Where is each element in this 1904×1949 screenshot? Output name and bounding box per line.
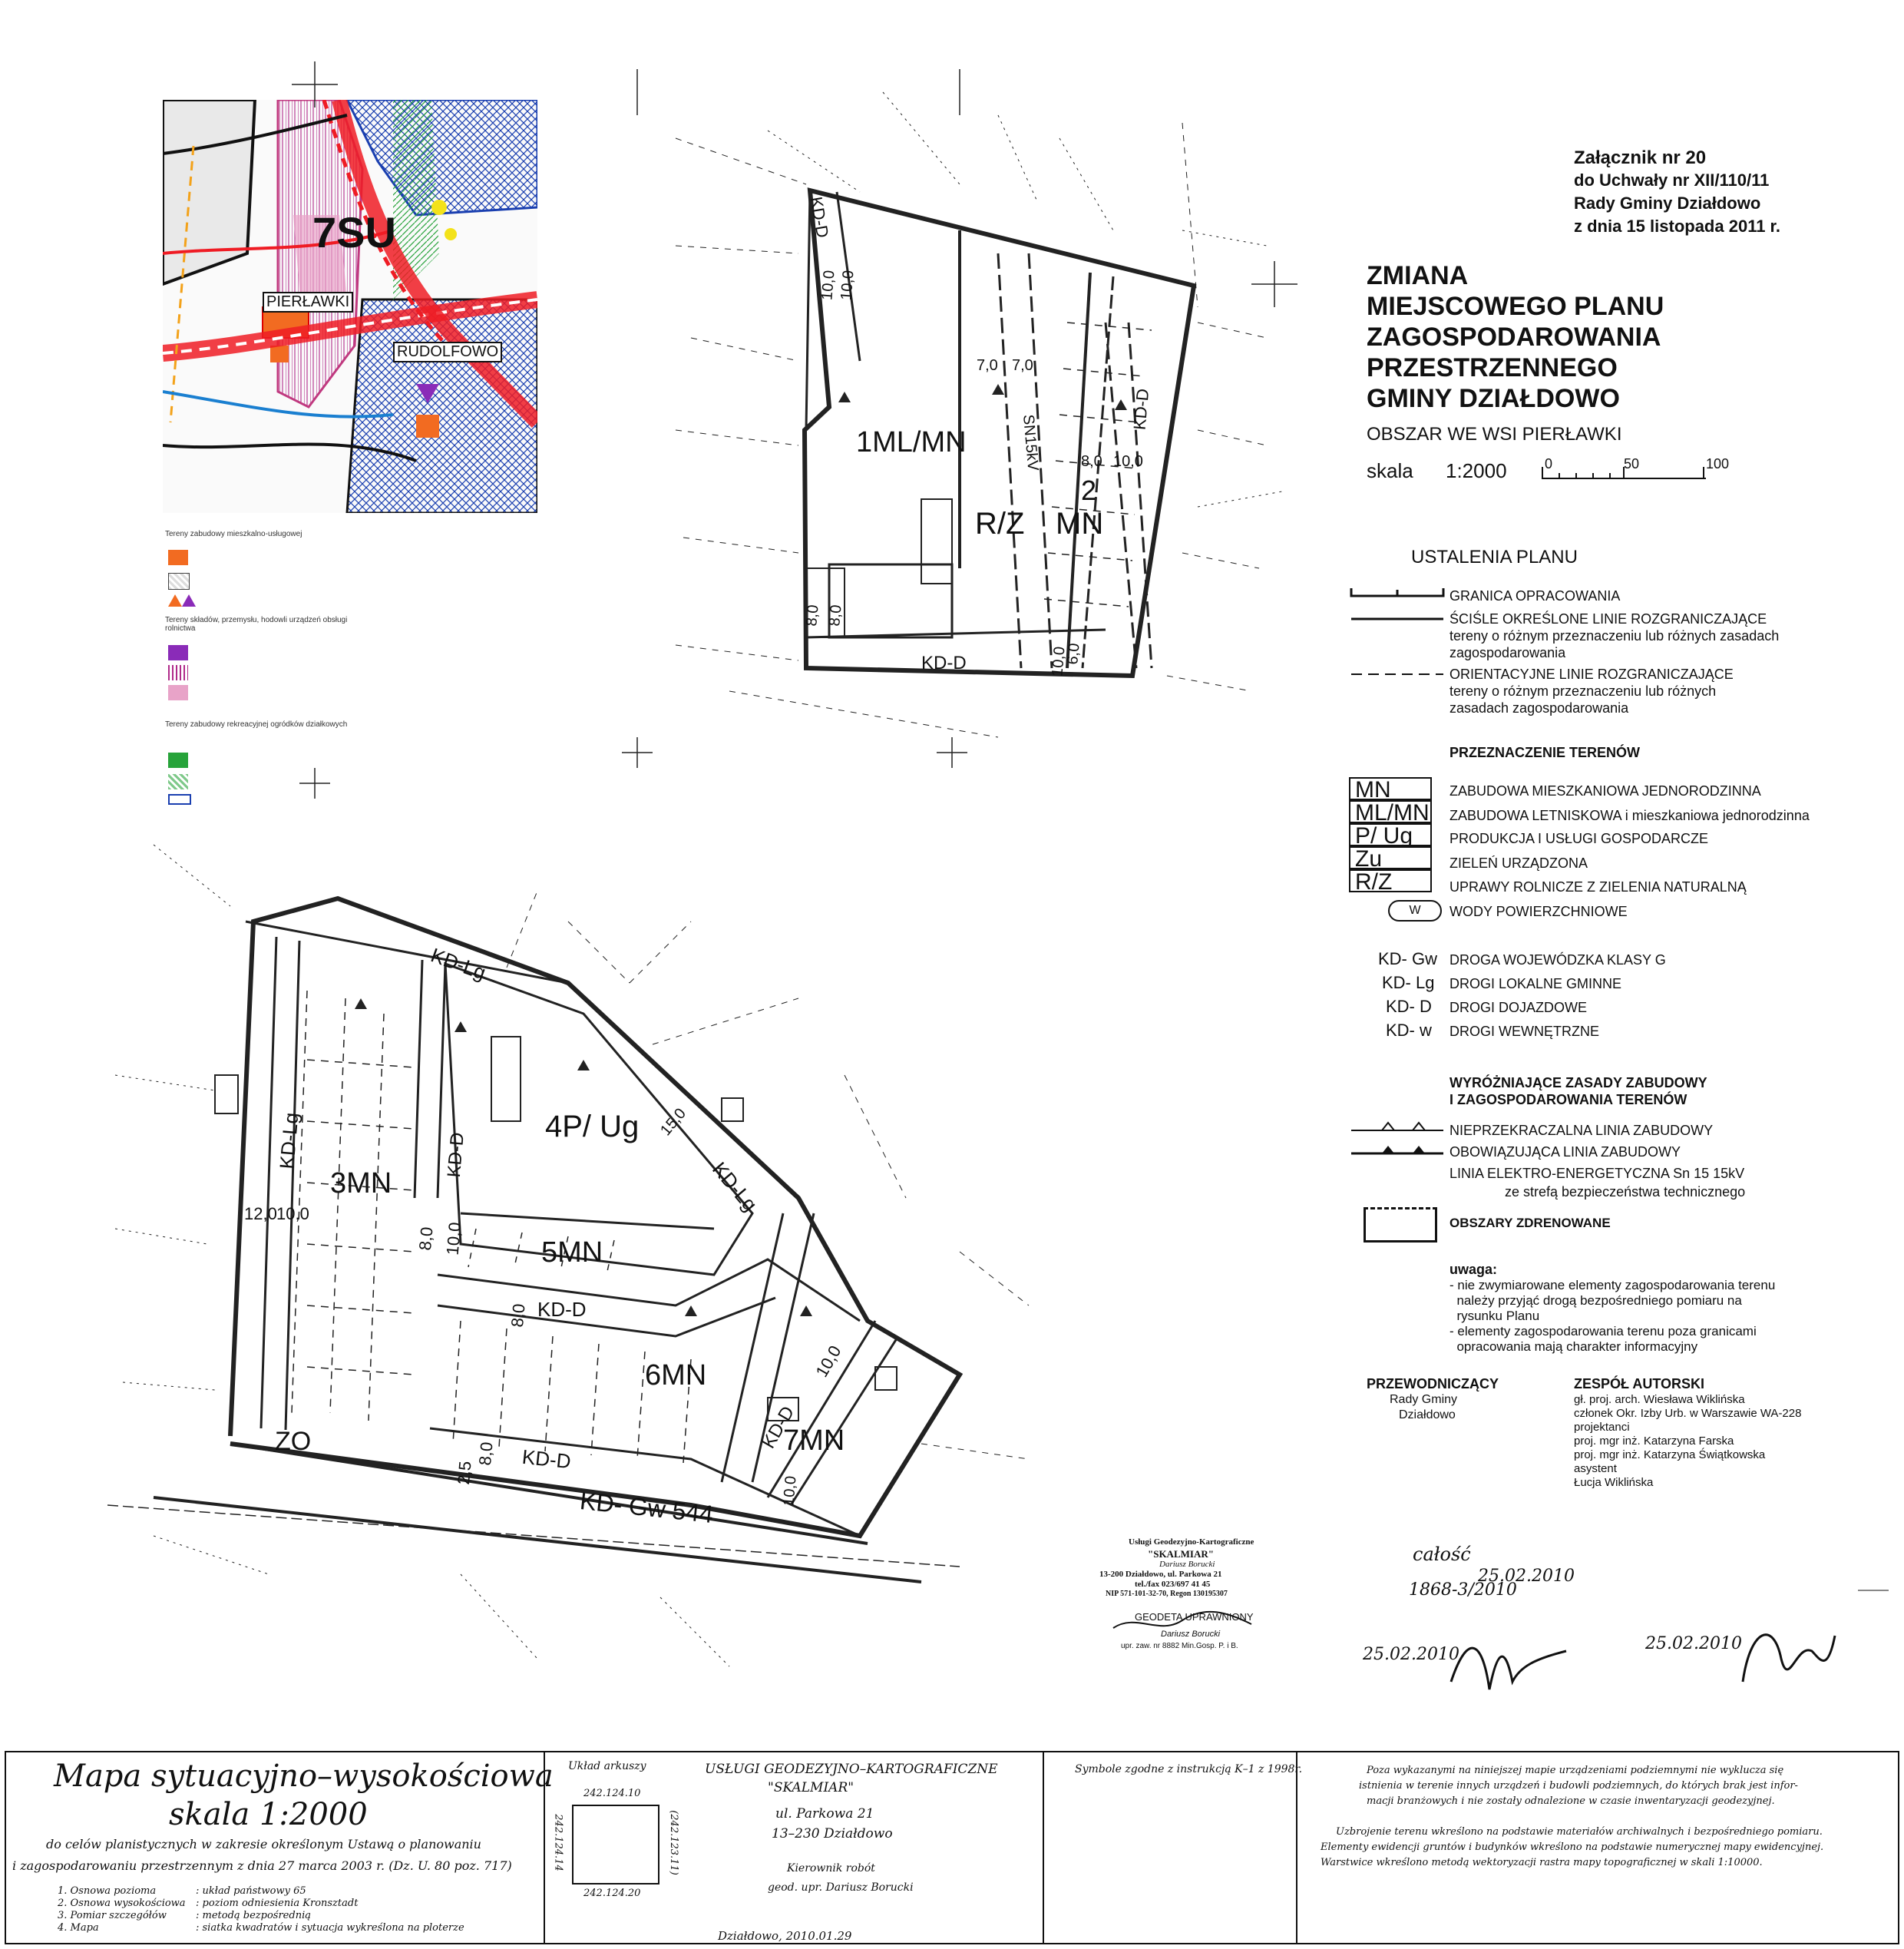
plan-title-line-1: ZMIANA	[1367, 261, 1469, 290]
handwritten-ref: 1868-3/2010	[1409, 1580, 1517, 1600]
road-label: KD-Lg	[275, 1111, 303, 1170]
legend-road-code-d: KD- D	[1386, 997, 1432, 1016]
tb-disclaimer: Elementy ewidencji gruntów i budynków wkreślono na podstawie numerycznej mapy ewidencyjnej.	[1321, 1841, 1824, 1853]
legend-code-rz: R/Z	[1349, 869, 1432, 892]
road-label: KD-D	[521, 1444, 573, 1474]
team-member: członek Okr. Izby Urb. w Warszawie WA-228	[1574, 1407, 1802, 1420]
scale-tick-label: 50	[1624, 456, 1640, 472]
legend-road-gw: DROGA WOJEWÓDZKA KLASY G	[1449, 952, 1666, 968]
legend-purpose-mn: ZABUDOWA MIESZKANIOWA JEDNORODZINNA	[1449, 783, 1761, 799]
tb-disclaimer: macji branżowych i nie zostały odnalezione w czasie inwentaryzacji geodezyjnej.	[1367, 1795, 1775, 1807]
chair-title: PRZEWODNICZĄCY	[1367, 1376, 1499, 1391]
tb-sheet-right: (242.123.11)	[667, 1810, 679, 1875]
inset-village-pierlawki: PIERŁAWKI	[263, 292, 353, 313]
legend-purpose-pug: PRODUKCJA I USŁUGI GOSPODARCZE	[1449, 831, 1709, 846]
legend-code-mlmn: ML/MN	[1349, 800, 1432, 823]
tb-disclaimer: Uzbrojenie terenu wkreślono na podstawie materiałów archiwalnych i bezpośredniego pomiaru.	[1336, 1826, 1823, 1838]
handwritten-date-right: 25.02.2010	[1645, 1634, 1742, 1653]
notes-heading: uwaga:	[1449, 1262, 1498, 1277]
road-label: KD-D	[1129, 388, 1153, 431]
legend-line-boundary: GRANICA OPRACOWANIA	[1449, 588, 1621, 604]
scale-bar-tick	[1703, 467, 1704, 478]
team-member: projektanci	[1574, 1421, 1630, 1434]
team-member: proj. mgr inż. Katarzyna Świątkowska	[1574, 1448, 1766, 1461]
tb-purpose-1: do celów planistycznych w zakresie określonym Ustawą o planowaniu	[46, 1837, 481, 1851]
dimension-label: 6,0	[1064, 642, 1083, 666]
team-member: proj. mgr inż. Katarzyna Farska	[1574, 1434, 1734, 1448]
team-title: ZESPÓŁ AUTORSKI	[1574, 1376, 1705, 1391]
tb-spec-val: : poziom odniesienia Kronsztadt	[196, 1898, 359, 1909]
zone-label-1mlmn: 1ML/MN	[856, 426, 967, 458]
tb-sheet-bottom: 242.124.20	[583, 1888, 641, 1899]
zone-label-5mn: 5MN	[541, 1236, 603, 1269]
stamp-name: "SKALMIAR"	[1148, 1548, 1214, 1560]
zone-label-zo: ZO	[275, 1427, 312, 1456]
legend-code-pug: P/ Ug	[1349, 823, 1432, 846]
tb-sheet-top: 242.124.10	[583, 1788, 641, 1799]
plan-title-line-4: PRZESTRZENNEGO	[1367, 353, 1618, 382]
tb-symbols: Symbole zgodne z instrukcją K–1 z 1998r.	[1075, 1763, 1303, 1775]
zone-label-6mn: 6MN	[645, 1359, 707, 1391]
title-block-divider	[1296, 1752, 1297, 1943]
legend-road-code-gw: KD- Gw	[1378, 949, 1437, 968]
tb-spec-key: 1. Osnowa pozioma	[58, 1885, 157, 1897]
tb-sheet-box	[572, 1805, 659, 1884]
tb-sheet-layout: Układ arkuszy	[568, 1760, 646, 1772]
chair-sub-1: Rady Gminy	[1390, 1393, 1458, 1406]
legend-line-orient-sub2: zasadach zagospodarowania	[1449, 700, 1629, 716]
legend-road-code-lg: KD- Lg	[1382, 973, 1435, 992]
tb-spec-key: 2. Osnowa wysokościowa	[58, 1898, 186, 1909]
legend-line-symbols	[1344, 584, 1451, 691]
scale-bar-tick	[1592, 473, 1594, 478]
road-label: KD-D	[806, 195, 833, 240]
tb-place-date: Działdowo, 2010.01.29	[718, 1929, 852, 1943]
resolution-number: do Uchwały nr XII/110/11	[1574, 170, 1770, 190]
road-label: KD-D	[921, 653, 967, 673]
legend-building-line-symbols	[1344, 1113, 1451, 1213]
dimension-label: 8,0	[475, 1441, 497, 1467]
resolution-date: z dnia 15 listopada 2011 r.	[1574, 217, 1781, 236]
team-member: gł. proj. arch. Wiesława Wiklińska	[1574, 1393, 1745, 1406]
legend-water-symbol: W	[1388, 900, 1442, 922]
road-label-kd-gw-544: KD- Gw 544	[578, 1486, 715, 1529]
signature-chair	[1436, 1620, 1574, 1705]
zone-label-4pug: 4P/ Ug	[545, 1110, 640, 1143]
tb-disclaimer: Warstwice wkreślono metodą wektoryzacji rastra mapy topograficznej w skali 1:10000.	[1321, 1857, 1763, 1868]
tb-scale: skala 1:2000	[169, 1797, 368, 1832]
stamp-geodeta: GEODETA UPRAWNIONY	[1135, 1611, 1254, 1623]
dimension-label: 15,0	[657, 1105, 690, 1140]
dimension-label: 8,0	[1081, 453, 1102, 470]
plan-title-line-2: MIEJSCOWEGO PLANU	[1367, 292, 1664, 321]
tb-company-3: ul. Parkowa 21	[775, 1806, 874, 1822]
note-line: należy przyjąć drogą bezpośredniego pomiaru na	[1449, 1293, 1742, 1308]
scale-bar-tick	[1559, 473, 1560, 478]
stamp-address: 13-200 Działdowo, ul. Parkowa 21	[1099, 1570, 1222, 1579]
tb-spec-val: : siatka kwadratów i sytuacja wykreślona na ploterze	[196, 1922, 464, 1934]
dimension-label: 10,0	[812, 1342, 845, 1381]
inset-legend-heading-3: Tereny zabudowy rekreacyjnej ogródków działkowych	[165, 720, 348, 729]
dimension-label: 2,5	[454, 1460, 475, 1486]
road-label: KD-D	[758, 1402, 799, 1452]
tb-spec-key: 4. Mapa	[58, 1922, 99, 1934]
road-label: KD-Lg	[708, 1157, 762, 1216]
dimension-label: 8,0	[803, 604, 822, 627]
legend-code-zu: Zu	[1349, 846, 1432, 869]
legend-rules-heading-2: I ZAGOSPODAROWANIA TERENÓW	[1449, 1092, 1687, 1107]
scale-tick-label: 100	[1706, 456, 1730, 472]
tb-company-1: USŁUGI GEODEZYJNO–KARTOGRAFICZNE	[705, 1762, 998, 1777]
stamp-owner: Dariusz Borucki	[1159, 1560, 1215, 1569]
stamp-phone: tel./fax 023/697 41 45	[1135, 1580, 1211, 1589]
plan-area: OBSZAR WE WSI PIERŁAWKI	[1367, 424, 1622, 445]
legend-power-line-sub: ze strefą bezpieczeństwa technicznego	[1505, 1184, 1746, 1200]
zone-label-7mn: 7MN	[783, 1425, 845, 1457]
handwritten-date: 25.02.2010	[1478, 1567, 1575, 1586]
chair-sub-2: Działdowo	[1399, 1408, 1456, 1421]
tb-purpose-2: i zagospodarowaniu przestrzennym z dnia 27 marca 2003 r. (Dz. U. 80 poz. 717)	[12, 1858, 512, 1873]
legend-heading: USTALENIA PLANU	[1411, 547, 1578, 567]
dimension-label: 12,0	[244, 1204, 277, 1223]
stamp-signature	[1106, 1605, 1259, 1643]
legend-line-orient-sub1: tereny o różnym przeznaczeniu lub różnych	[1449, 683, 1717, 699]
tb-title: Mapa sytuacyjno–wysokościowa	[54, 1759, 554, 1794]
dimension-label: 8,0	[415, 1226, 437, 1252]
plan-title-line-3: ZAGOSPODAROWANIA	[1367, 323, 1661, 352]
zone-label-mn: MN	[1056, 507, 1104, 541]
legend-road-lg: DROGI LOKALNE GMINNE	[1449, 976, 1622, 991]
legend-line-exact-sub2: zagospodarowania	[1449, 645, 1566, 660]
plan-title-line-5: GMINY DZIAŁDOWO	[1367, 384, 1620, 413]
road-label: KD-D	[537, 1298, 587, 1321]
sheet-frame-right	[1858, 1590, 1889, 1591]
legend-rule-mandatory: OBOWIĄZUJĄCA LINIA ZABUDOWY	[1449, 1144, 1681, 1160]
scale-bar-tick	[1609, 473, 1611, 478]
handwritten-date-left: 25.02.2010	[1363, 1645, 1459, 1664]
tb-spec-val: : metodą bezpośrednią	[196, 1910, 311, 1921]
dimension-label: 7,0	[977, 357, 998, 374]
dimension-label: 10,0	[1049, 646, 1069, 677]
attachment-number: Załącznik nr 20	[1574, 147, 1707, 168]
inset-zone-label: 7SU	[312, 208, 396, 256]
stamp-company: Usługi Geodezyjno-Kartograficzne	[1129, 1537, 1254, 1547]
dimension-label: 8,0	[507, 1302, 529, 1329]
scale-bar-tick	[1575, 473, 1577, 478]
note-line: - elementy zagospodarowania terenu poza granicami	[1449, 1324, 1757, 1338]
zone-label-2: 2	[1081, 475, 1097, 506]
dimension-label: 10,0	[1113, 453, 1143, 470]
zone-label-3mn: 3MN	[330, 1167, 392, 1200]
legend-drained: OBSZARY ZDRENOWANE	[1449, 1216, 1611, 1230]
legend-line-exact: ŚCIŚLE OKREŚLONE LINIE ROZGRANICZAJĄCE	[1449, 611, 1767, 627]
dimension-label: 8,0	[826, 604, 845, 627]
note-line: opracowania mają charakter informacyjny	[1449, 1339, 1698, 1354]
stamp-license: upr. zaw. nr 8882 Min.Gosp. P. i B.	[1121, 1642, 1238, 1650]
legend-power-line: LINIA ELEKTRO-ENERGETYCZNA Sn 15 15kV	[1449, 1166, 1745, 1181]
inset-village-rudolfowo: RUDOLFOWO	[393, 342, 502, 362]
tb-spec-key: 3. Pomiar szczegółów	[58, 1910, 167, 1921]
signature-author	[1727, 1613, 1843, 1697]
powerline-label: SN15kV	[1020, 413, 1042, 472]
zone-label-rz: R/Z	[975, 507, 1025, 541]
team-member: asystent	[1574, 1462, 1617, 1475]
legend-purpose-heading: PRZEZNACZENIE TERENÓW	[1449, 745, 1641, 760]
scale-label: skala	[1367, 459, 1413, 482]
council-name: Rady Gminy Działdowo	[1574, 194, 1761, 213]
tb-company-4: 13–230 Działdowo	[772, 1826, 893, 1841]
legend-rules-heading-1: WYRÓŻNIAJĄCE ZASADY ZABUDOWY	[1449, 1075, 1707, 1090]
tb-company-2: "SKALMIAR"	[768, 1780, 854, 1795]
road-label: KD-Lg	[428, 943, 489, 984]
legend-purpose-rz: UPRAWY ROLNICZE Z ZIELENIA NATURALNĄ	[1449, 879, 1747, 895]
legend-road-w: DROGI WEWNĘTRZNE	[1449, 1024, 1599, 1039]
legend-code-mn: MN	[1349, 777, 1432, 800]
scale-value: 1:2000	[1446, 459, 1507, 482]
dimension-label: 7,0	[1012, 357, 1033, 374]
inset-legend-heading-2: Tereny składów, przemysłu, hodowli urządzeń obsługi rolnictwa	[165, 616, 348, 633]
tb-disclaimer: Poza wykazanymi na niniejszej mapie urządzeniami podziemnymi nie wyklucza się	[1367, 1765, 1784, 1776]
team-member: Łucja Wiklińska	[1574, 1476, 1654, 1489]
dimension-label: 10,0	[442, 1221, 465, 1256]
stamp-geodeta-name: Dariusz Borucki	[1161, 1630, 1221, 1639]
dimension-label: 10,0	[818, 270, 838, 301]
scale-tick-label: 0	[1545, 456, 1553, 472]
dimension-label: 10,0	[276, 1204, 309, 1223]
legend-line-orient: ORIENTACYJNE LINIE ROZGRANICZAJĄCE	[1449, 667, 1734, 682]
legend-road-code-w: KD- w	[1386, 1021, 1432, 1040]
legend-road-d: DROGI DOJAZDOWE	[1449, 1000, 1587, 1015]
tb-manager-2: geod. upr. Dariusz Borucki	[768, 1881, 914, 1894]
tb-sheet-left: 242.124.14	[552, 1814, 564, 1871]
legend-rule-nonexceed: NIEPRZEKRACZALNA LINIA ZABUDOWY	[1449, 1123, 1714, 1138]
legend-drained-symbol	[1364, 1207, 1437, 1243]
title-block-divider	[1043, 1752, 1044, 1943]
legend-purpose-zu: ZIELEŃ URZĄDZONA	[1449, 855, 1588, 871]
road-label: KD-D	[443, 1131, 468, 1179]
legend-purpose-mlmn: ZABUDOWA LETNISKOWA i mieszkaniowa jednorodzinna	[1449, 808, 1810, 823]
dimension-label: 10,0	[838, 270, 858, 301]
tb-spec-val: : układ państwowy 65	[196, 1885, 306, 1897]
stamp-ids: NIP 571-101-32-70, Regon 130195307	[1106, 1590, 1228, 1598]
tb-manager-1: Kierownik robót	[787, 1862, 875, 1875]
inset-legend-heading-1: Tereny zabudowy mieszkalno-usługowej	[165, 530, 302, 538]
legend-water: WODY POWIERZCHNIOWE	[1449, 904, 1628, 919]
dimension-label: 10,0	[780, 1475, 800, 1507]
note-line: - nie zwymiarowane elementy zagospodarowania terenu	[1449, 1278, 1776, 1292]
legend-line-exact-sub1: tereny o różnym przeznaczeniu lub różnych zasadach	[1449, 628, 1780, 644]
note-line: rysunku Planu	[1449, 1309, 1540, 1323]
tb-disclaimer: istnienia w terenie innych urządzeń i budowli podziemnych, do których brak jest infor-	[1359, 1780, 1798, 1792]
handwritten-whole: całość	[1413, 1544, 1471, 1565]
